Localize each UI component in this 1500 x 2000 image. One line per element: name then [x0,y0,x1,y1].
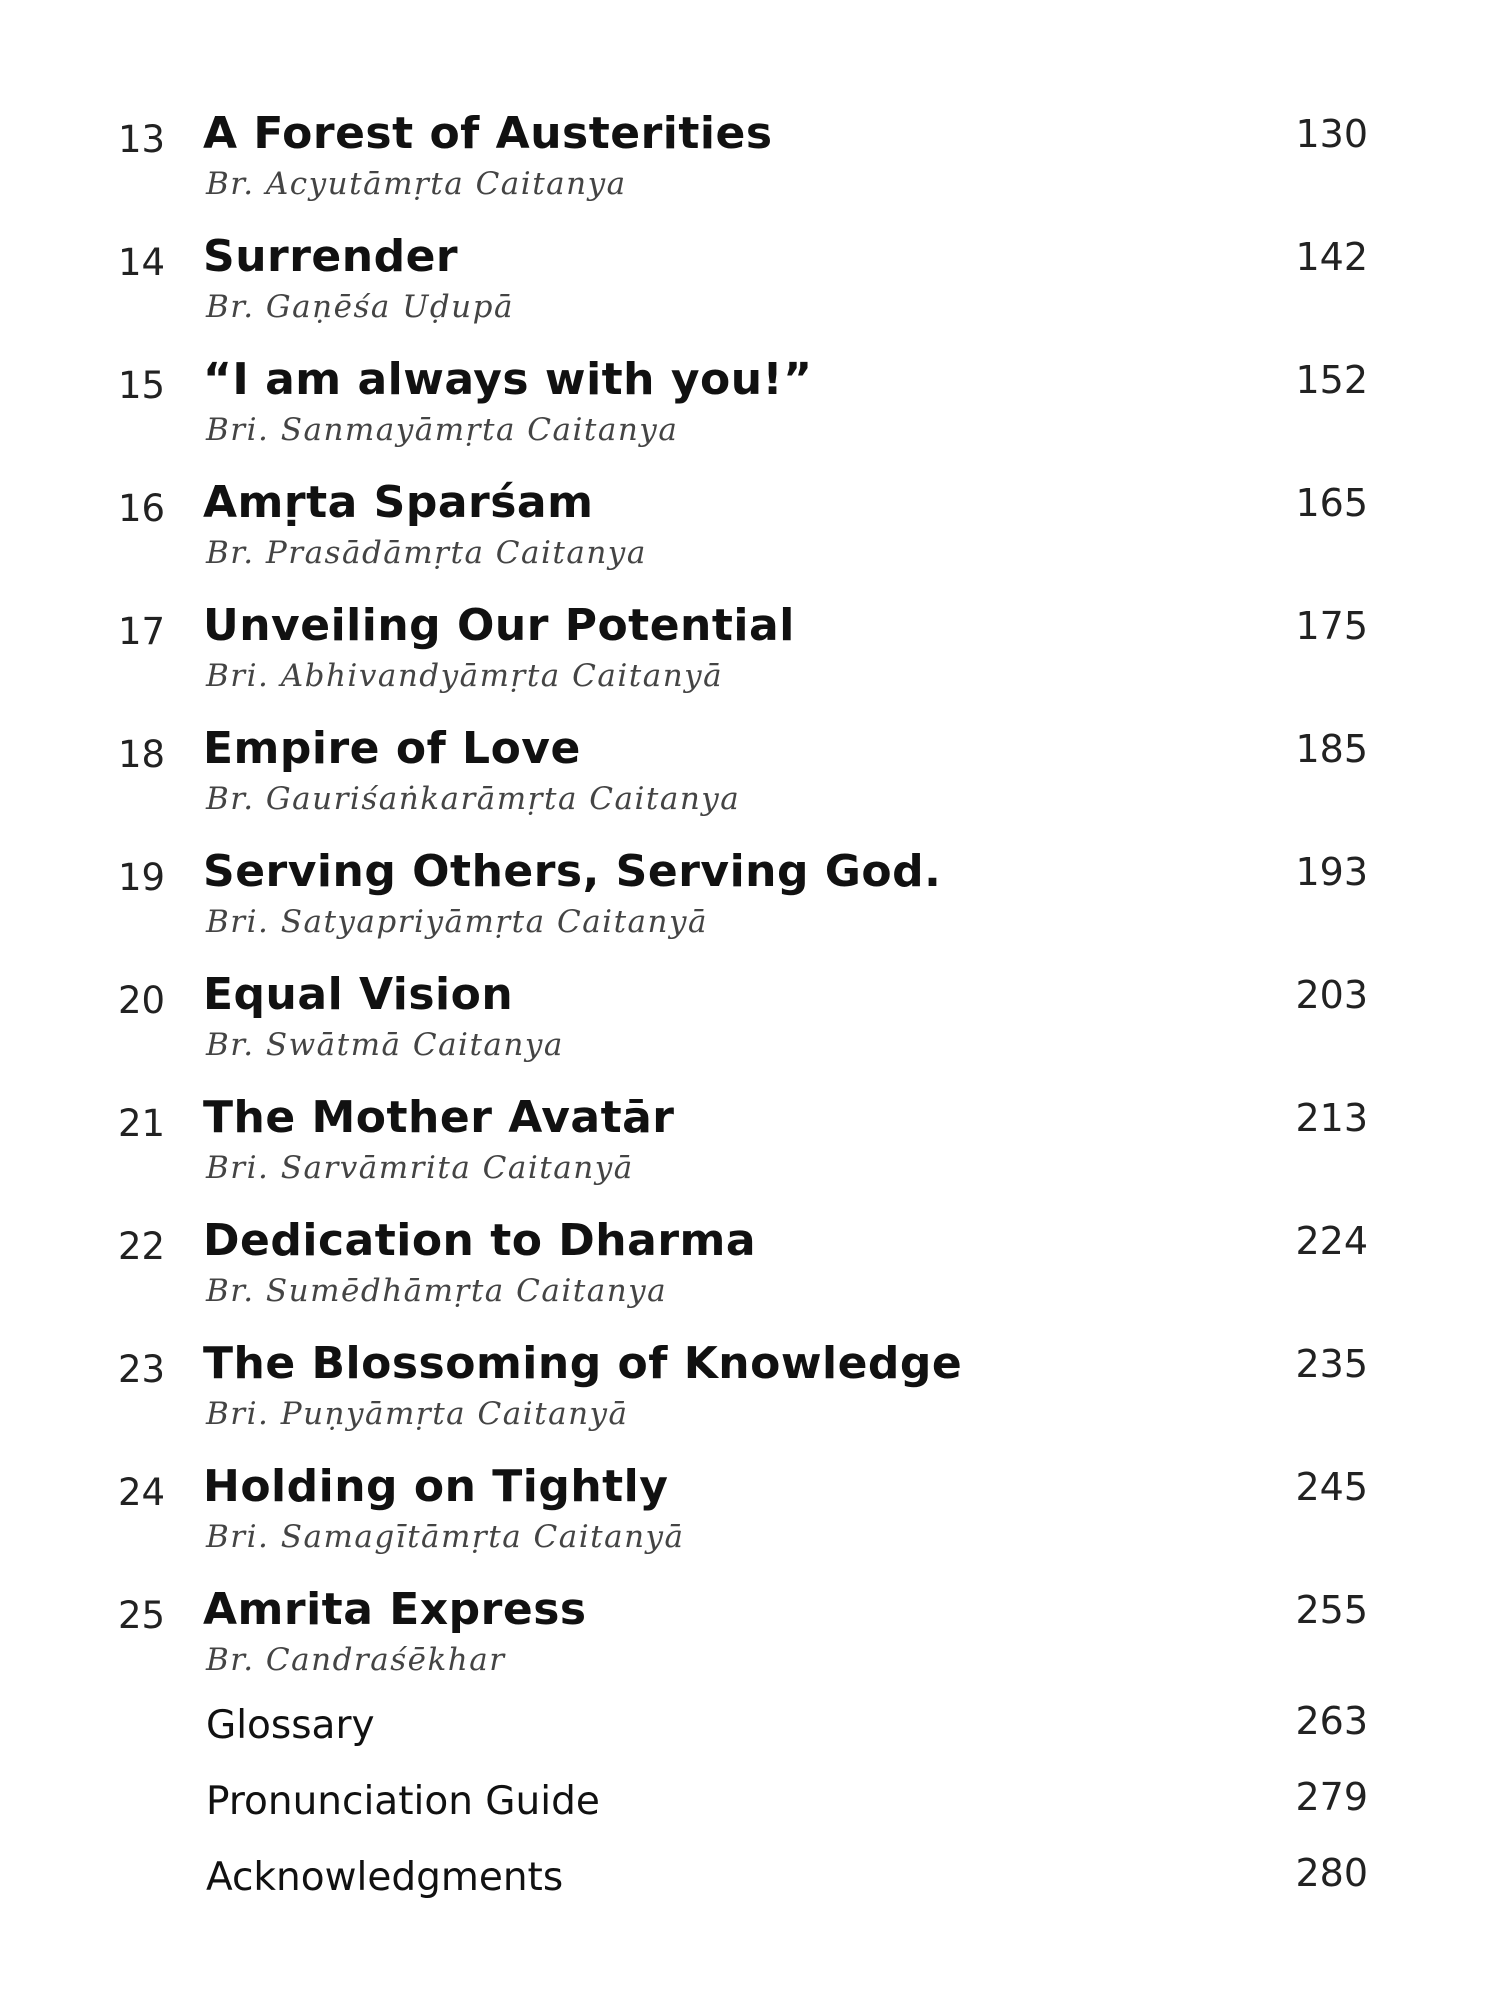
chapter-number: 14 [118,241,166,284]
chapter-number: 21 [118,1102,166,1145]
chapter-entry [118,1461,1368,1584]
chapter-title: Empire of Love [203,723,581,774]
chapter-page-number: 185 [1295,727,1368,771]
chapter-number: 20 [118,979,166,1022]
chapter-page-number: 175 [1295,604,1368,648]
chapter-number: 22 [118,1225,166,1268]
chapter-title: Serving Others, Serving God. [203,846,942,897]
back-matter-page-number: 263 [1295,1699,1368,1743]
chapter-page-number: 245 [1295,1465,1368,1509]
chapter-title: Dedication to Dharma [203,1215,757,1266]
chapter-page-number: 213 [1295,1096,1368,1140]
chapter-page-number: 203 [1295,973,1368,1017]
chapter-page-number: 165 [1295,481,1368,525]
back-matter-entry [118,1699,1368,1779]
chapter-page-number: 224 [1295,1219,1368,1263]
chapter-author: Bri. Samagītāmṛta Caitanyā [206,1519,685,1555]
chapter-title: Equal Vision [203,969,514,1020]
chapter-title: Amṛta Sparśam [203,477,594,528]
back-matter-list [118,1699,1368,1931]
chapter-title: Surrender [203,231,459,282]
back-matter-title: Pronunciation Guide [206,1779,600,1824]
chapter-list [118,108,1368,1707]
chapter-entry [118,354,1368,477]
chapter-title: The Blossoming of Knowledge [203,1338,963,1389]
chapter-entry [118,477,1368,600]
chapter-entry [118,1584,1368,1707]
chapter-title: A Forest of Austerities [203,108,773,159]
chapter-entry [118,1092,1368,1215]
back-matter-entry [118,1851,1368,1931]
back-matter-title: Glossary [206,1703,375,1748]
chapter-number: 17 [118,610,166,653]
chapter-author: Bri. Sanmayāmṛta Caitanya [206,412,679,448]
chapter-page-number: 235 [1295,1342,1368,1386]
chapter-entry [118,1215,1368,1338]
back-matter-title: Acknowledgments [206,1855,564,1900]
chapter-author: Br. Acyutāmṛta Caitanya [206,166,627,202]
chapter-number: 13 [118,118,166,161]
chapter-number: 18 [118,733,166,776]
back-matter-page-number: 279 [1295,1775,1368,1819]
chapter-page-number: 255 [1295,1588,1368,1632]
chapter-entry [118,231,1368,354]
chapter-title: Holding on Tightly [203,1461,669,1512]
chapter-entry [118,600,1368,723]
chapter-author: Br. Candraśēkhar [206,1642,506,1678]
back-matter-page-number: 280 [1295,1851,1368,1895]
chapter-number: 19 [118,856,166,899]
chapter-entry [118,969,1368,1092]
chapter-title: “I am always with you!” [203,354,813,405]
chapter-author: Br. Prasādāmṛta Caitanya [206,535,647,571]
chapter-author: Bri. Satyapriyāmṛta Caitanyā [206,904,708,940]
chapter-author: Bri. Puṇyāmṛta Caitanyā [206,1396,629,1432]
chapter-page-number: 142 [1295,235,1368,279]
chapter-entry [118,108,1368,231]
chapter-number: 23 [118,1348,166,1391]
chapter-title: Amrita Express [203,1584,587,1635]
chapter-number: 24 [118,1471,166,1514]
chapter-number: 16 [118,487,166,530]
chapter-page-number: 193 [1295,850,1368,894]
chapter-title: Unveiling Our Potential [203,600,795,651]
chapter-entry [118,723,1368,846]
chapter-page-number: 130 [1295,112,1368,156]
chapter-page-number: 152 [1295,358,1368,402]
chapter-author: Br. Gauriśaṅkarāmṛta Caitanya [206,781,741,817]
chapter-number: 15 [118,364,166,407]
chapter-author: Br. Swātmā Caitanya [206,1027,564,1063]
chapter-author: Br. Sumēdhāmṛta Caitanya [206,1273,668,1309]
chapter-number: 25 [118,1594,166,1637]
chapter-author: Bri. Abhivandyāmṛta Caitanyā [206,658,724,694]
chapter-entry [118,846,1368,969]
chapter-author: Bri. Sarvāmrita Caitanyā [206,1150,634,1186]
back-matter-entry [118,1775,1368,1855]
chapter-title: The Mother Avatār [203,1092,675,1143]
chapter-author: Br. Gaṇēśa Uḍupā [206,289,514,325]
chapter-entry [118,1338,1368,1461]
